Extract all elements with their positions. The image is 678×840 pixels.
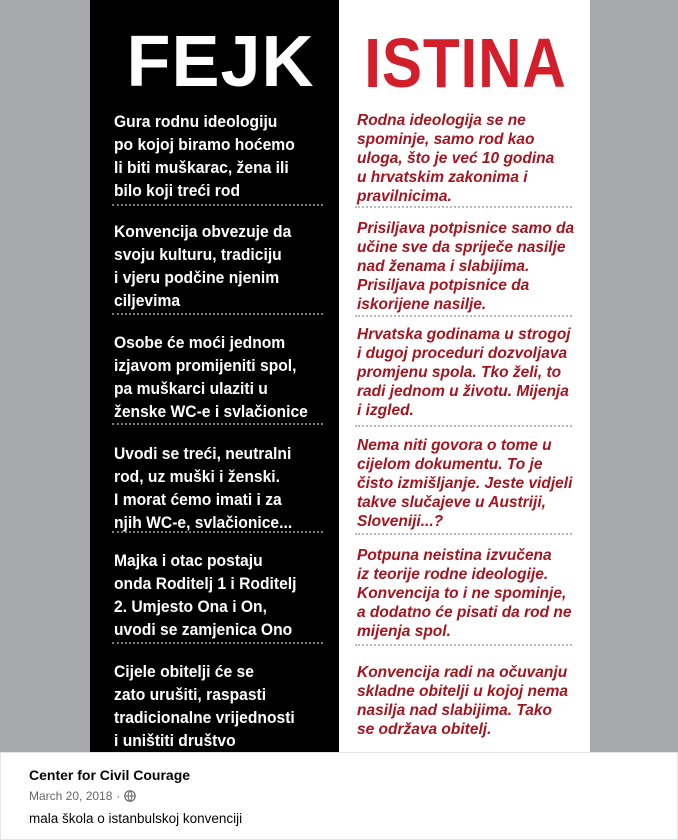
fake-divider bbox=[112, 423, 323, 425]
fake-claim-line: bilo koji treći rod bbox=[114, 181, 241, 200]
true-fact-line: Konvencija radi na očuvanju bbox=[357, 664, 568, 681]
fake-claim bbox=[90, 220, 339, 312]
post-meta bbox=[29, 789, 136, 803]
fake-claim bbox=[90, 331, 339, 423]
fake-claim-line: Gura rodnu ideologiju bbox=[114, 112, 278, 131]
true-column bbox=[339, 0, 590, 752]
true-fact-line: Potpuna neistina izvučena bbox=[357, 547, 552, 564]
fake-claim-line: ženske WC-e i svlačionice bbox=[114, 402, 308, 421]
fake-claim-line: njih WC-e, svlačionice... bbox=[114, 513, 293, 532]
true-fact-line: u hrvatskim zakonima i bbox=[357, 169, 528, 186]
true-fact-line: i izgled. bbox=[357, 402, 414, 419]
true-fact-line: čisto izmišljanje. Jeste vidjeli bbox=[357, 475, 573, 492]
fake-claim-line: I morat ćemo imati i za bbox=[114, 490, 282, 509]
fake-claim-line: rod, uz muški i ženski. bbox=[114, 467, 281, 486]
true-fact bbox=[339, 663, 590, 739]
true-fact-line: nasilja nad slabijima. Tako bbox=[357, 702, 552, 719]
fake-claim-line: po kojoj biramo hoćemo bbox=[114, 135, 295, 154]
true-fact-line: se održava obitelj. bbox=[357, 721, 492, 738]
fake-claim bbox=[90, 110, 339, 202]
globe-icon bbox=[124, 790, 136, 802]
fake-claim-line: zato urušiti, raspasti bbox=[114, 685, 267, 704]
fake-claim-line: onda Roditelj 1 i Roditelj bbox=[114, 574, 297, 593]
true-fact-line: cijelom dokumentu. To je bbox=[357, 456, 543, 473]
true-fact-line: i dugoj proceduri dozvoljava bbox=[357, 345, 568, 362]
fake-claim-line: svoju kulturu, tradiciju bbox=[114, 245, 282, 264]
true-fact-line: spominje, samo rod kao bbox=[357, 131, 535, 148]
post-footer bbox=[0, 752, 678, 840]
true-fact-line: a dodatno će pisati da rod ne bbox=[357, 604, 572, 621]
fake-heading: FEJK bbox=[126, 22, 315, 102]
fake-claim bbox=[90, 442, 339, 534]
fake-claim-line: tradicionalne vrijednosti bbox=[114, 708, 295, 727]
fake-divider bbox=[112, 531, 323, 533]
post-date[interactable]: March 20, 2018 bbox=[29, 789, 113, 803]
true-fact-line: Hrvatska godinama u strogoj bbox=[357, 326, 571, 343]
fake-claim-line: ciljevima bbox=[114, 291, 181, 310]
true-fact-line: Rodna ideologija se ne bbox=[357, 112, 526, 129]
true-fact-line: iskorijene nasilje. bbox=[357, 296, 487, 313]
true-fact-line: uloga, što je već 10 godina bbox=[357, 150, 555, 167]
true-fact bbox=[339, 546, 590, 641]
fake-claim-line: li biti muškarac, žena ili bbox=[114, 158, 289, 177]
true-fact-line: skladne obitelji u kojoj nema bbox=[357, 683, 569, 700]
true-fact-line: Prisiljava potpisnice samo da bbox=[357, 220, 575, 237]
fake-column bbox=[90, 0, 339, 752]
post-caption: mala škola o istanbulskoj konvenciji bbox=[29, 811, 243, 826]
fake-claim-line: i vjeru podčine njenim bbox=[114, 268, 280, 287]
true-divider bbox=[355, 644, 572, 646]
fake-claim-line: Cijele obitelji će se bbox=[114, 662, 254, 681]
fake-claim-line: Konvencija obvezuje da bbox=[114, 222, 292, 241]
fake-claim-line: uvodi se zamjenica Ono bbox=[114, 620, 293, 639]
fake-claim-line: Osobe će moći jednom bbox=[114, 333, 286, 352]
post-author[interactable]: Center for Civil Courage bbox=[29, 767, 191, 783]
meta-separator: · bbox=[116, 789, 121, 803]
true-heading: ISTINA bbox=[364, 24, 567, 102]
fake-divider bbox=[112, 313, 323, 315]
true-fact-line: nad ženama i slabijima. bbox=[357, 258, 530, 275]
true-divider bbox=[355, 206, 572, 208]
true-divider bbox=[355, 425, 572, 427]
true-fact-line: Nema niti govora o tome u bbox=[357, 437, 552, 454]
fake-claim-line: izjavom promijeniti spol, bbox=[114, 356, 297, 375]
fake-claim-line: 2. Umjesto Ona i On, bbox=[114, 597, 267, 616]
poster-image[interactable] bbox=[90, 0, 590, 752]
fake-claim-line: Uvodi se treći, neutralni bbox=[114, 444, 292, 463]
fake-divider bbox=[112, 642, 323, 644]
true-divider bbox=[355, 315, 572, 317]
true-fact-line: promjenu spola. Tko želi, to bbox=[357, 364, 562, 381]
true-fact-line: Prisiljava potpisnice da bbox=[357, 277, 530, 294]
fake-divider bbox=[112, 204, 323, 206]
true-fact-line: Konvencija to i ne spominje, bbox=[357, 585, 567, 602]
true-fact-line: učine sve da spriječe nasilje bbox=[357, 239, 566, 256]
true-fact-line: Sloveniji...? bbox=[357, 513, 444, 530]
true-divider bbox=[355, 533, 572, 535]
true-fact-line: takve slučajeve u Austriji, bbox=[357, 494, 546, 511]
true-fact bbox=[339, 436, 590, 531]
fake-claim bbox=[90, 660, 339, 752]
true-fact-line: pravilnicima. bbox=[357, 188, 452, 205]
true-fact bbox=[339, 111, 590, 206]
fake-claim-line: pa muškarci ulaziti u bbox=[114, 379, 268, 398]
true-fact bbox=[339, 325, 590, 420]
fake-claim-line: Majka i otac postaju bbox=[114, 551, 263, 570]
fake-claim bbox=[90, 549, 339, 641]
true-fact-line: mijenja spol. bbox=[357, 623, 451, 640]
fake-claim-line: i uništiti društvo bbox=[114, 731, 236, 750]
true-fact-line: radi jednom u životu. Mijenja bbox=[357, 383, 569, 400]
true-fact-line: iz teorije rodne ideologije. bbox=[357, 566, 549, 583]
true-fact bbox=[339, 219, 590, 314]
